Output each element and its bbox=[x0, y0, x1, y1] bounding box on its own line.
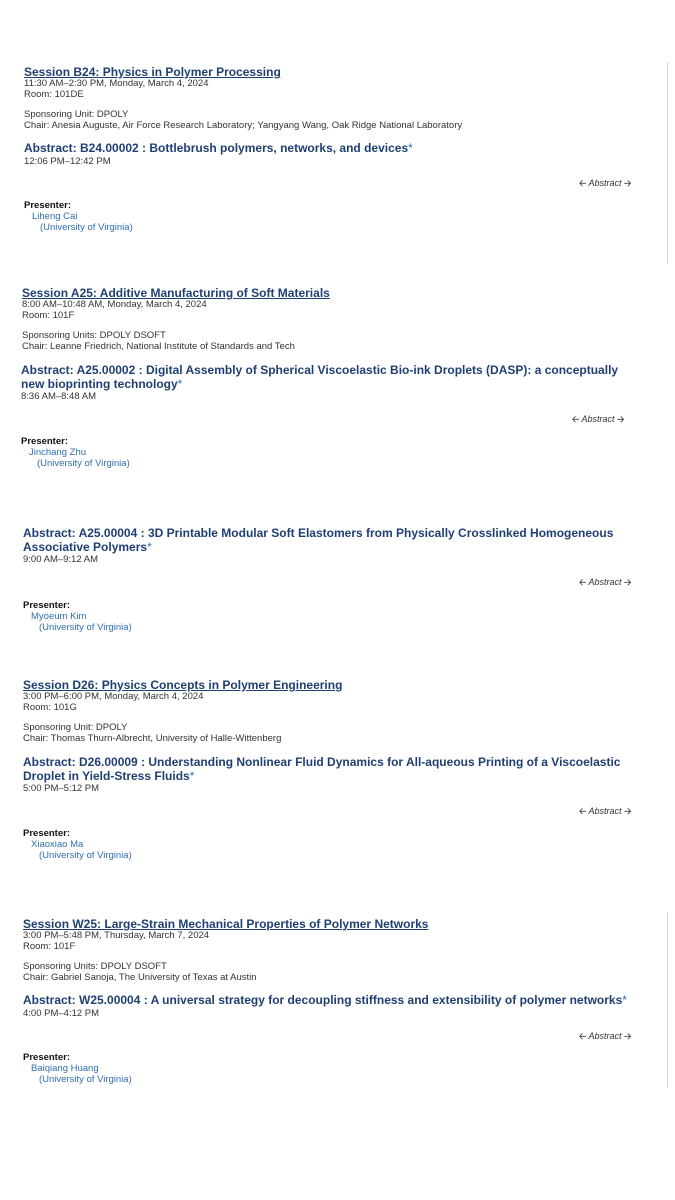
abstract-star: * bbox=[177, 376, 183, 391]
arrow-left-icon[interactable]: 🡠 bbox=[579, 1031, 587, 1041]
session-sponsor: Sponsoring Unit: DPOLY bbox=[24, 109, 129, 120]
session-time: 8:00 AM–10:48 AM, Monday, March 4, 2024 bbox=[22, 299, 207, 310]
session-time: 3:00 PM–5:48 PM, Thursday, March 7, 2024 bbox=[23, 930, 210, 941]
abstract-nav bbox=[579, 804, 631, 820]
session-title-link[interactable]: Session B24: Physics in Polymer Processing bbox=[24, 65, 281, 79]
presenter-name-link[interactable]: Xiaoxiao Ma bbox=[31, 839, 84, 850]
presenter-block bbox=[23, 600, 132, 633]
abstract-block bbox=[24, 142, 644, 167]
abstract-time: 9:00 AM–9:12 AM bbox=[23, 554, 98, 565]
arrow-left-icon[interactable]: 🡠 bbox=[579, 577, 587, 587]
session-room: Room: 101F bbox=[23, 940, 76, 952]
abstract-nav bbox=[572, 412, 624, 428]
session-block bbox=[24, 65, 462, 131]
abstract-title-text: Abstract: A25.00004 : 3D Printable Modular Soft Elastomers from Physically Crosslinked Homogeneous Associative Polymers bbox=[23, 526, 614, 554]
abstract-title bbox=[23, 994, 653, 1008]
abstract-title bbox=[23, 756, 643, 783]
arrow-right-icon[interactable]: 🡢 bbox=[624, 1031, 632, 1041]
abstract-star: * bbox=[622, 993, 627, 1007]
panel-border bbox=[667, 912, 668, 1088]
presenter-affiliation: (University of Virginia) bbox=[39, 622, 132, 633]
session-time: 3:00 PM–6:00 PM, Monday, March 4, 2024 bbox=[23, 691, 204, 702]
abstract-nav-label: Abstract bbox=[581, 414, 615, 424]
presenter-block bbox=[23, 828, 132, 861]
abstract-nav-label: Abstract bbox=[588, 577, 622, 587]
session-sponsor: Sponsoring Unit: DPOLY bbox=[23, 722, 128, 733]
session-room: Room: 101G bbox=[23, 701, 77, 713]
presenter-label: Presenter: bbox=[24, 200, 71, 211]
abstract-title-text: Abstract: B24.00002 : Bottlebrush polymers, networks, and devices bbox=[24, 141, 409, 155]
presenter-name-link[interactable]: Liheng Cai bbox=[32, 211, 78, 222]
session-block bbox=[23, 917, 428, 983]
session-block bbox=[23, 678, 342, 744]
presenter-label: Presenter: bbox=[23, 600, 70, 611]
panel-border bbox=[667, 62, 668, 264]
session-room: Room: 101DE bbox=[24, 88, 84, 100]
arrow-left-icon[interactable]: 🡠 bbox=[572, 414, 580, 424]
session-chair: Chair: Thomas Thurn-Albrecht, University of Halle-Wittenberg bbox=[23, 732, 282, 744]
session-chair: Chair: Anesia Auguste, Air Force Research Laboratory; Yangyang Wang, Oak Ridge National Laboratory bbox=[24, 119, 463, 131]
abstract-block bbox=[23, 994, 653, 1019]
abstract-star: * bbox=[147, 539, 152, 554]
presenter-name-link[interactable]: Baiqiang Huang bbox=[31, 1063, 99, 1074]
abstract-block bbox=[21, 364, 641, 402]
abstract-title bbox=[21, 364, 641, 391]
session-title-link[interactable]: Session A25: Additive Manufacturing of Soft Materials bbox=[22, 286, 330, 300]
arrow-right-icon[interactable]: 🡢 bbox=[624, 577, 632, 587]
presenter-name-link[interactable]: Jinchang Zhu bbox=[29, 447, 87, 458]
abstract-title-text: Abstract: D26.00009 : Understanding Nonlinear Fluid Dynamics for All-aqueous Printing of a Viscoelastic Droplet in Yield-Stress Fluids bbox=[23, 755, 621, 783]
abstract-time: 5:00 PM–5:12 PM bbox=[23, 783, 100, 794]
session-time: 11:30 AM–2:30 PM, Monday, March 4, 2024 bbox=[24, 78, 209, 89]
arrow-right-icon[interactable]: 🡢 bbox=[624, 806, 632, 816]
abstract-title bbox=[23, 527, 643, 554]
abstract-star: * bbox=[189, 768, 195, 783]
presenter-label: Presenter: bbox=[23, 828, 70, 839]
session-room: Room: 101F bbox=[22, 309, 75, 321]
arrow-left-icon[interactable]: 🡠 bbox=[579, 178, 587, 188]
arrow-left-icon[interactable]: 🡠 bbox=[579, 806, 587, 816]
session-chair: Chair: Gabriel Sanoja, The University of Texas at Austin bbox=[23, 971, 257, 983]
session-block bbox=[22, 286, 330, 352]
abstract-title-text: Abstract: W25.00004 : A universal strategy for decoupling stiffness and extensibility of polymer networks bbox=[23, 993, 623, 1007]
presenter-block bbox=[23, 1052, 132, 1085]
abstract-time: 8:36 AM–8:48 AM bbox=[21, 391, 96, 402]
presenter-affiliation: (University of Virginia) bbox=[40, 222, 133, 233]
abstract-nav-label: Abstract bbox=[588, 178, 622, 188]
session-sponsor: Sponsoring Units: DPOLY DSOFT bbox=[23, 961, 167, 972]
presenter-label: Presenter: bbox=[21, 436, 68, 447]
abstract-title bbox=[24, 142, 644, 156]
abstract-nav bbox=[579, 575, 631, 591]
arrow-right-icon[interactable]: 🡢 bbox=[617, 414, 625, 424]
session-sponsor: Sponsoring Units: DPOLY DSOFT bbox=[22, 330, 166, 341]
abstract-nav bbox=[579, 1029, 631, 1045]
abstract-time: 4:00 PM–4:12 PM bbox=[23, 1007, 100, 1019]
abstract-star: * bbox=[408, 141, 413, 155]
abstract-nav-label: Abstract bbox=[588, 806, 622, 816]
presenter-affiliation: (University of Virginia) bbox=[39, 850, 132, 861]
abstract-nav-label: Abstract bbox=[588, 1031, 622, 1041]
arrow-right-icon[interactable]: 🡢 bbox=[624, 178, 632, 188]
session-title-link[interactable]: Session D26: Physics Concepts in Polymer Engineering bbox=[23, 678, 343, 692]
presenter-block bbox=[24, 200, 133, 233]
presenter-label: Presenter: bbox=[23, 1052, 70, 1063]
abstract-nav bbox=[579, 176, 631, 192]
presenter-name-link[interactable]: Myoeum Kim bbox=[31, 611, 87, 622]
presenter-affiliation: (University of Virginia) bbox=[39, 1074, 132, 1085]
abstract-block bbox=[23, 756, 643, 794]
session-chair: Chair: Leanne Friedrich, National Institute of Standards and Tech bbox=[22, 340, 295, 352]
abstract-block bbox=[23, 527, 643, 565]
presenter-affiliation: (University of Virginia) bbox=[37, 458, 130, 469]
session-title-link[interactable]: Session W25: Large-Strain Mechanical Properties of Polymer Networks bbox=[23, 917, 429, 931]
abstract-title-text: Abstract: A25.00002 : Digital Assembly of Spherical Viscoelastic Bio-ink Droplets (DASP): a conceptually new bioprinting technology bbox=[21, 363, 619, 391]
presenter-block bbox=[21, 436, 130, 469]
abstract-time: 12:06 PM–12:42 PM bbox=[24, 155, 111, 167]
